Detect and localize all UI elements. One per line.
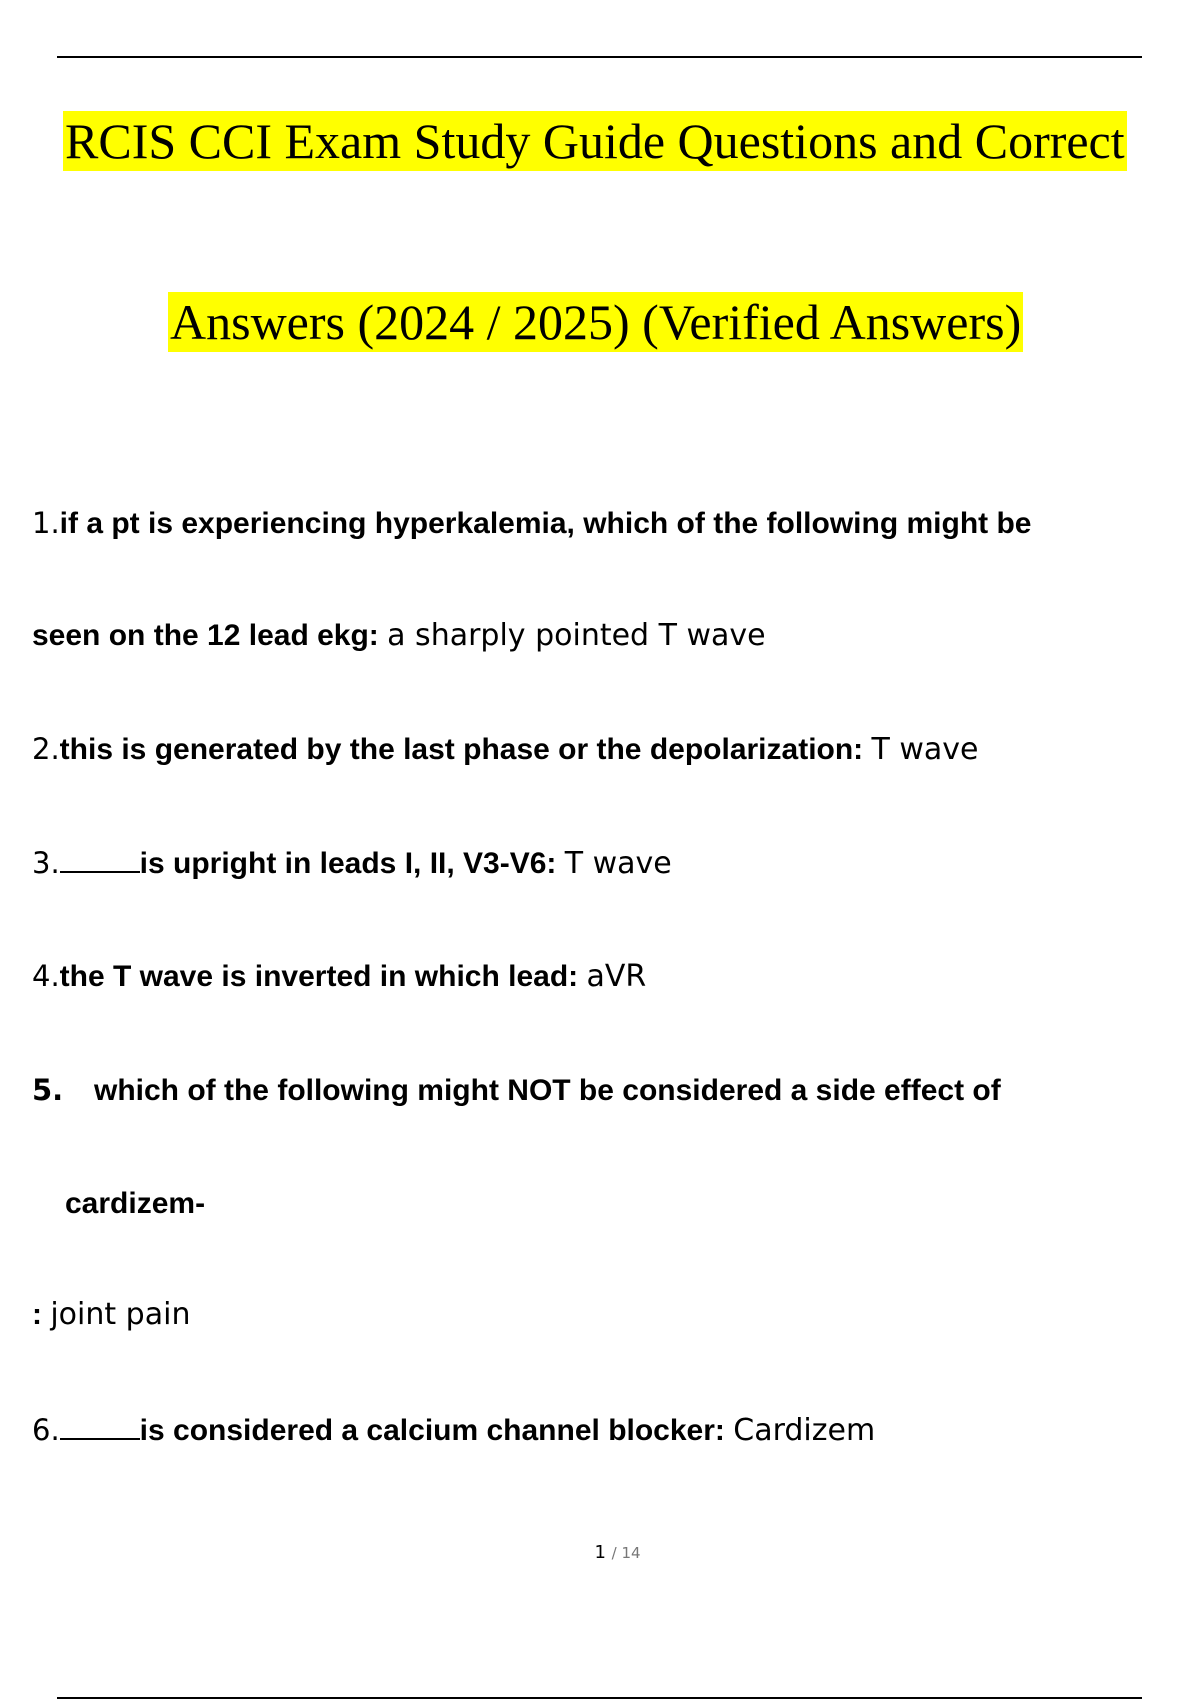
answer-prefix: : xyxy=(32,1298,42,1331)
item-number: 1. xyxy=(32,506,60,540)
answer-5 xyxy=(32,1297,190,1333)
item-number: 6. xyxy=(32,1413,60,1447)
document-title-line-1: RCIS CCI Exam Study Guide Questions and Correct xyxy=(65,113,1125,169)
question-text: seen on the 12 lead ekg: xyxy=(32,619,379,652)
question-2 xyxy=(32,731,979,768)
answer-text: T wave xyxy=(564,846,672,881)
total-pages: / 14 xyxy=(611,1544,641,1562)
answer-text: a sharply pointed T wave xyxy=(387,618,766,653)
answer-text: joint pain xyxy=(50,1297,191,1332)
question-text: is upright in leads I, II, V3-V6: xyxy=(139,847,557,880)
question-text: is considered a calcium channel blocker: xyxy=(139,1414,725,1447)
question-text: this is generated by the last phase or the depolarization: xyxy=(59,733,864,766)
item-number: 3. xyxy=(32,846,60,880)
question-3 xyxy=(32,845,672,882)
fill-in-blank xyxy=(60,847,140,873)
question-text: cardizem- xyxy=(65,1187,206,1220)
question-1-line-2 xyxy=(32,618,766,654)
question-5-line-1 xyxy=(32,1072,1001,1109)
item-number: 4. xyxy=(32,959,60,993)
answer-text: Cardizem xyxy=(733,1413,876,1448)
answer-text: T wave xyxy=(871,732,979,767)
top-rule xyxy=(57,56,1142,58)
current-page: 1 xyxy=(594,1542,606,1563)
bottom-rule xyxy=(57,1697,1142,1699)
question-text: if a pt is experiencing hyperkalemia, which of the following might be xyxy=(59,507,1032,540)
question-5-line-2 xyxy=(65,1186,205,1222)
answer-text: aVR xyxy=(586,959,647,994)
question-text: the T wave is inverted in which lead: xyxy=(59,960,579,993)
fill-in-blank xyxy=(60,1414,140,1440)
question-1-line-1 xyxy=(32,505,1032,542)
document-title-line-2: Answers (2024 / 2025) (Verified Answers) xyxy=(170,294,1022,350)
question-text: which of the following might NOT be considered a side effect of xyxy=(94,1074,1001,1107)
question-6 xyxy=(32,1412,875,1449)
question-4 xyxy=(32,958,646,995)
item-number: 5. xyxy=(32,1073,64,1107)
page-indicator xyxy=(0,1542,1200,1563)
item-number: 2. xyxy=(32,732,60,766)
